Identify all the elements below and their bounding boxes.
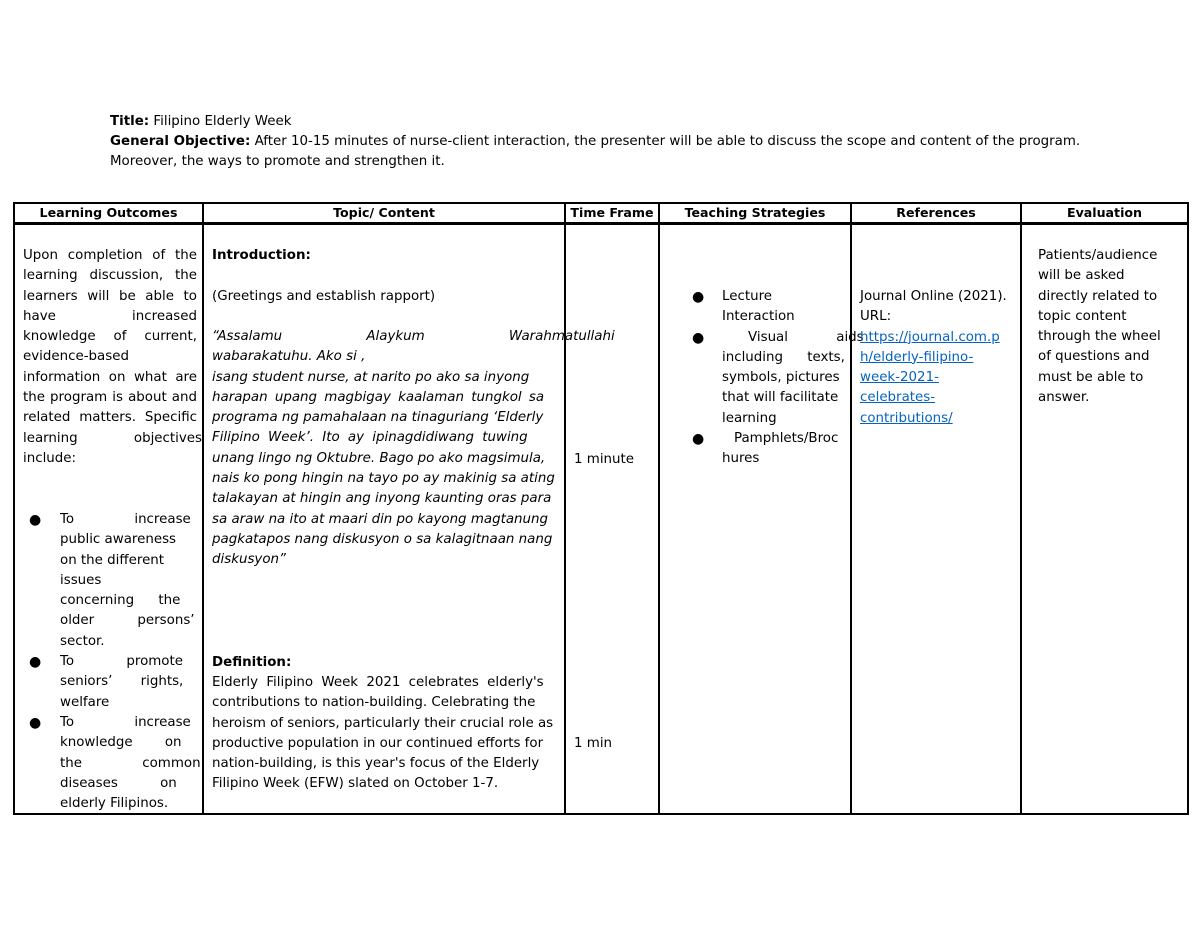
definition-line: heroism of seniors, particularly their crucial role as <box>212 715 554 731</box>
bullet-line: issues <box>60 572 102 588</box>
bullet-line: concerning the <box>60 593 181 609</box>
bullet-line: elderly Filipinos. <box>60 796 169 812</box>
outcomes-line: learning discussion, the <box>23 268 197 284</box>
evaluation-line: Patients/audience <box>1038 248 1158 263</box>
time-frame-definition: 1 min <box>574 736 613 751</box>
bullet-line: the common <box>60 755 201 771</box>
outcomes-line: related matters. Specific <box>23 410 197 426</box>
quote-line: talakayan at hingin ang inyong kaunting oras para <box>212 491 552 507</box>
header-teaching-strategies: Teaching Strategies <box>659 203 851 224</box>
list-item <box>692 429 844 470</box>
time-frame-cell <box>565 224 659 815</box>
outcomes-line: knowledge of current, <box>23 329 197 345</box>
quote-line: programa ng pamahalaan na tinaguriang ‘Elderly <box>212 410 544 426</box>
title-line <box>110 112 1170 132</box>
quote-line: isang student nurse, at narito po ako sa inyong <box>212 369 530 385</box>
list-item <box>29 510 197 652</box>
bullet-icon: ● <box>29 714 42 731</box>
list-item <box>692 287 844 328</box>
evaluation-line: must be able to <box>1038 369 1144 385</box>
bullet-icon: ● <box>692 431 705 448</box>
quote-line: diskusyon” <box>212 552 286 568</box>
link-line[interactable]: week-2021- <box>860 370 939 386</box>
references-cell <box>851 224 1021 815</box>
definition-line: contributions to nation-building. Celebrating the <box>212 695 536 711</box>
bullet-line: diseases on <box>60 775 177 791</box>
title-label: Title: <box>110 114 150 129</box>
link-line[interactable]: h/elderly-filipino- <box>860 349 974 365</box>
bullet-icon: ● <box>692 289 705 305</box>
evaluation-text <box>1038 246 1184 408</box>
bullet-line: To increase <box>60 714 191 730</box>
evaluation-line: through the wheel <box>1038 329 1161 345</box>
quote-line: harapan upang magbigay kaalaman tungkol sa <box>212 389 545 405</box>
strategy-line: Pamphlets/Broc <box>734 431 839 447</box>
intro-subheading: (Greetings and establish rapport) <box>212 289 436 304</box>
definition-line: nation-building, is this year's focus of the Elderly <box>212 756 540 772</box>
evaluation-line: topic content <box>1038 308 1127 324</box>
intro-heading: Introduction: <box>212 248 311 263</box>
definition-line: Filipino Week (EFW) slated on October 1-7. <box>212 776 499 792</box>
quote-line: “Assalamu Alaykum Warahmatullahi <box>212 329 615 344</box>
bullet-line: To increase <box>60 512 191 527</box>
bullet-line: welfare <box>60 694 110 710</box>
evaluation-line: directly related to <box>1038 288 1158 304</box>
bullet-line: seniors’ rights, <box>60 674 184 690</box>
outcomes-line: have increased <box>23 308 197 324</box>
bullet-icon: ● <box>29 512 42 528</box>
strategy-line: Interaction <box>722 309 795 325</box>
quote-line: pagkatapos nang diskusyon o sa kalagitnaan nang <box>212 531 553 547</box>
teaching-strategies-cell <box>659 224 864 815</box>
objective-text: After 10-15 minutes of nurse-client interaction, the presenter will be able to discuss the scope and content of the program. <box>250 134 1081 149</box>
list-item <box>29 713 201 814</box>
time-frame-intro: 1 minute <box>574 452 635 467</box>
definition-heading: Definition: <box>212 655 292 670</box>
outcomes-line: Upon completion of the <box>23 248 197 263</box>
strategy-line: symbols, pictures <box>722 370 840 386</box>
header-learning-outcomes: Learning Outcomes <box>14 203 203 224</box>
outcomes-line: the program is about and <box>23 390 197 406</box>
quote-line: Filipino Week’. Ito ay ipinagdidiwang tuwing <box>212 430 528 446</box>
link-line[interactable]: contributions/ <box>860 410 953 426</box>
bullet-icon: ● <box>692 329 705 346</box>
bullet-line: on the different <box>60 552 165 568</box>
document-header <box>110 112 1170 172</box>
link-line[interactable]: https://journal.com.p <box>860 329 1000 345</box>
table-header-row <box>14 203 1188 224</box>
outcomes-intro <box>23 246 203 469</box>
header-topic-content: Topic/ Content <box>203 203 565 224</box>
reference-entry <box>860 287 1018 429</box>
strategy-line: learning <box>722 410 777 426</box>
evaluation-line: of questions and <box>1038 349 1150 365</box>
bullet-line: To promote <box>60 654 183 670</box>
outcomes-line: include: <box>23 450 77 466</box>
title-value: Filipino Elderly Week <box>149 114 292 129</box>
reference-line: URL: <box>860 309 892 325</box>
definition-line: Elderly Filipino Week 2021 celebrates elderly's <box>212 675 544 690</box>
bullet-line: sector. <box>60 633 105 649</box>
evaluation-cell <box>1021 224 1188 815</box>
quote-line: nais ko pong hingin na tayo po ay makinig sa ating <box>212 471 555 487</box>
link-line[interactable]: celebrates- <box>860 390 936 406</box>
bullet-line: public awareness <box>60 532 177 548</box>
objective-line-2: Moreover, the ways to promote and strengthen it. <box>110 154 445 169</box>
list-item <box>692 328 864 429</box>
quote-line: sa araw na ito at maari din po kayong magtanung <box>212 511 548 527</box>
table-row <box>14 224 1188 815</box>
bullet-icon: ● <box>29 654 42 671</box>
quote-line: unang lingo ng Oktubre. Bago po ako magsimula, <box>212 450 546 466</box>
reference-link[interactable] <box>860 328 1018 429</box>
reference-line: Journal Online (2021). <box>860 289 1007 304</box>
bullet-line: knowledge on <box>60 735 182 751</box>
outcomes-line: information on what are <box>23 369 197 385</box>
evaluation-line: will be asked <box>1038 268 1125 284</box>
objective-line <box>110 132 1170 152</box>
strategy-line: including texts, <box>722 349 845 365</box>
strategy-line: Lecture <box>722 289 773 304</box>
definition-line: productive population in our continued efforts for <box>212 735 544 751</box>
definition-text <box>212 673 554 795</box>
header-evaluation: Evaluation <box>1021 203 1188 224</box>
strategy-line: hures <box>722 451 760 467</box>
outcomes-line: learners will be able to <box>23 288 197 304</box>
objective-label: General Objective: <box>110 134 251 149</box>
strategy-line: Visual aids <box>748 329 864 345</box>
strategies-list <box>692 287 864 470</box>
list-item <box>29 652 197 713</box>
objectives-list <box>29 510 201 814</box>
evaluation-line: answer. <box>1038 390 1090 406</box>
header-references: References <box>851 203 1021 224</box>
header-time-frame: Time Frame <box>565 203 659 224</box>
learning-outcomes-cell <box>14 224 203 815</box>
outcomes-line: learning objectives <box>23 430 203 446</box>
outcomes-line: evidence-based <box>23 349 129 365</box>
strategy-line: that will facilitate <box>722 390 839 406</box>
quote-line: wabarakatuhu. Ako si , <box>212 349 366 365</box>
bullet-line: older persons’ <box>60 613 195 629</box>
lesson-plan-table <box>13 202 1189 815</box>
